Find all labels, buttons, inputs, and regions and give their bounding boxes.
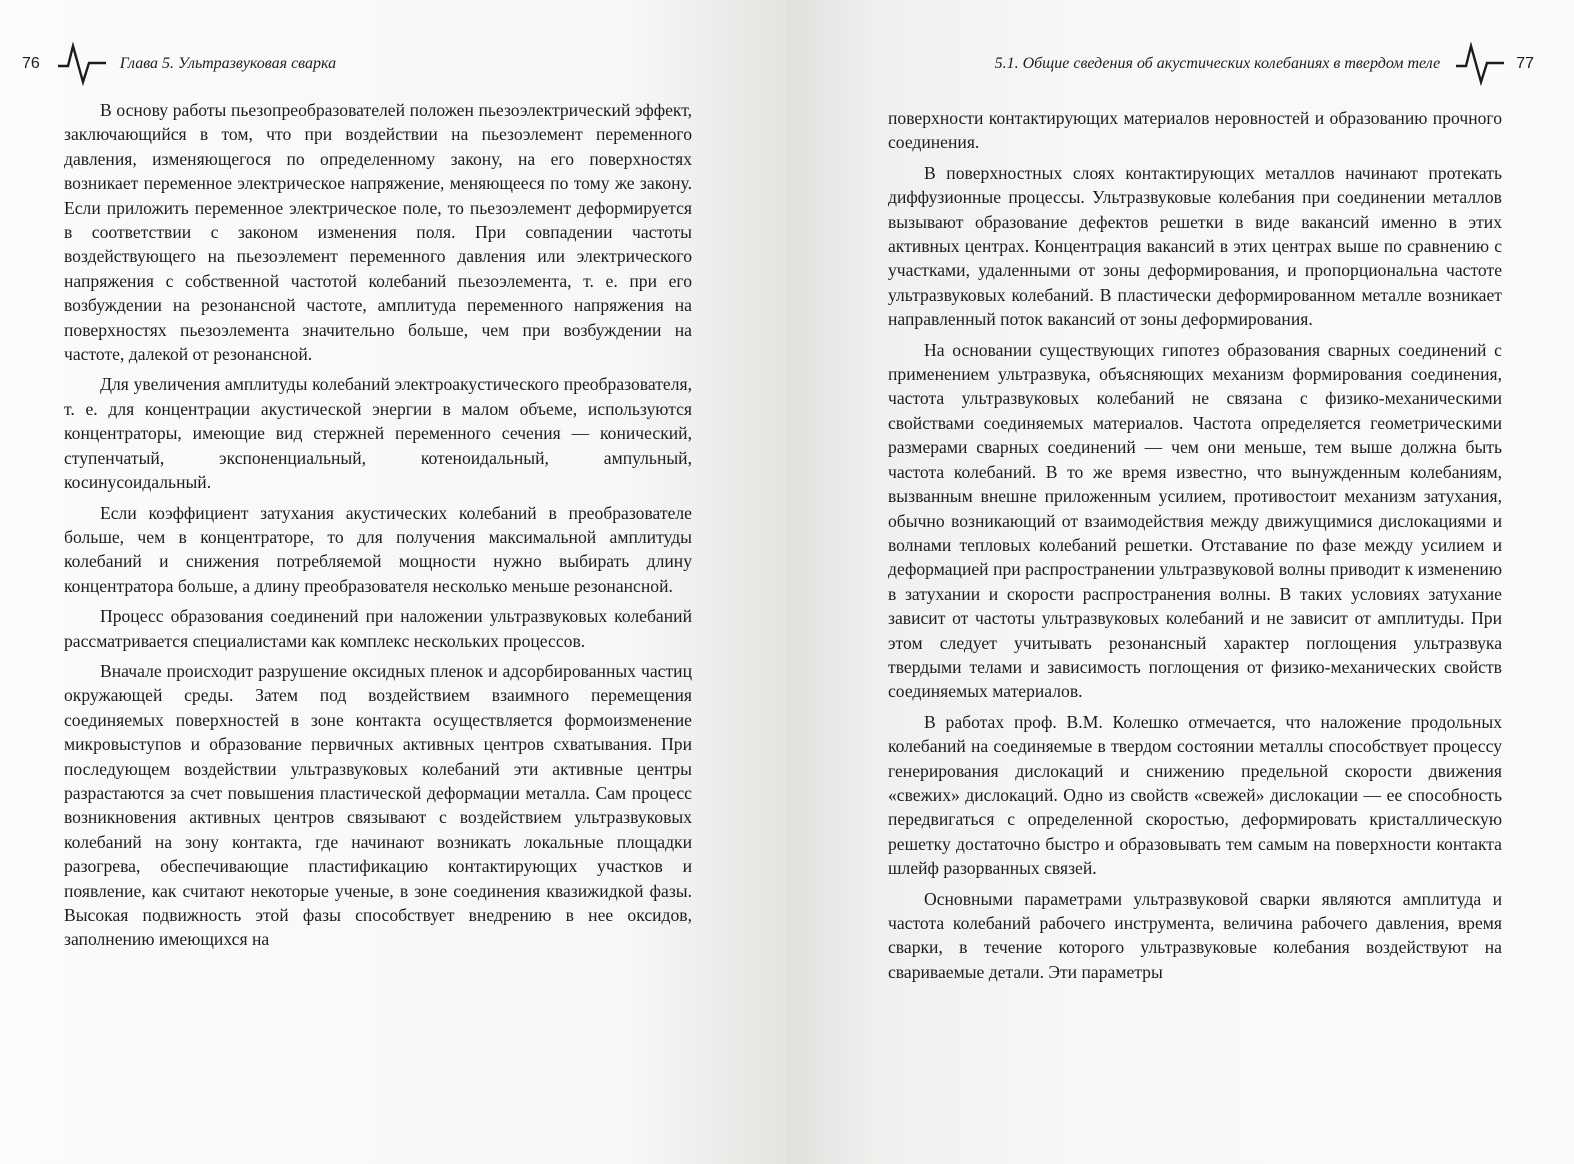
paragraph: Процесс образования соединений при наложении ультразвуковых колебаний рассматривается специалистами как комплекс нескольких процессов. (64, 606, 692, 651)
left-running-head-title: Глава 5. Ультразвуковая сварка (119, 55, 337, 72)
continuation-paragraph: поверхности контактирующих материалов неровностей и образованию прочного соединения. (888, 108, 1502, 153)
paragraph: Для увеличения амплитуды колебаний электроакустического преобразователя, т. е. для концентрации акустической энергии в малом объеме, используются концентраторы, имеющие вид стержней переменного сечения — конический, ступенчатый, экспоненциальный, котеноидальный, ампульный, косинусоидальный. (64, 374, 692, 493)
right-body-text (888, 106, 1502, 984)
left-body-text (64, 98, 692, 952)
paragraph: Если коэффициент затухания акустических колебаний в преобразователе больше, чем в концентраторе, то для получения максимальной амплитуды колебаний и снижения потребляемой мощности нужно выбирать длину концентратора больше, а длину преобразователя несколько меньше резонансной. (64, 502, 692, 596)
right-running-head (995, 42, 1534, 86)
pulse-icon (58, 42, 106, 86)
left-page-number: 76 (22, 55, 40, 72)
paragraph: Вначале происходит разрушение оксидных пленок и адсорбированных частиц окружающей среды. Затем под воздействием взаимного перемещения соединяемых поверхностей в зоне контакта осуществляется формоизменение микровыступов и образование первичных активных центров схватывания. При последующем воздействии ультразвуковых колебаний эти активные центры разрастаются за счет повышения пластической деформации металла. Сам процесс возникновения активных центров связывают с воздействием ультразвуковых колебаний на зону контакта, где начинают возникать локальные площадки разогрева, обеспечивающие пластификацию контактирующих участков и появление, как считают некоторые ученые, в зоне соединения квазижидкой фазы. Высокая подвижность этой фазы способствует внедрению в нее оксидов, заполнению имеющихся на (64, 660, 692, 950)
paragraph: В поверхностных слоях контактирующих металлов начинают протекать диффузионные процессы. Ультразвуковые колебания при соединении металлов вызывают образование дефектов решетки в виде вакансий именно в этих активных центрах. Концентрация вакансий в этих центрах выше по сравнению с участками, удаленными от зоны деформирования, и пропорциональна частоте ультразвуковых колебаний. В пластически деформированном металле возникает направленный поток вакансий от зоны деформирования. (888, 162, 1502, 330)
right-running-head-title: 5.1. Общие сведения об акустических колебаниях в твердом теле (994, 55, 1441, 72)
pulse-icon (1456, 42, 1504, 86)
paragraph: На основании существующих гипотез образования сварных соединений с применением ультразвука, объясняющих механизм формирования соединения, частота ультразвуковых колебаний не связана с физико-механическими свойствами соединяемых материалов. Частота определяется геометрическими размерами сварных соединений — чем они меньше, тем выше должна быть частота колебаний. В то же время известно, что вынужденным колебаниям, вызванным внешне приложенным усилием, противостоит механизм затухания, обычно возникающий от взаимодействия между движущимися дислокациями и волнами тепловых колебаний решетки. Отставание по фазе между усилием и деформацией при распространении ультразвуковой волны приводит к изменению в затухании и скорости распространения волны. В таких условиях затухание зависит от частоты ультразвуковых колебаний и не зависит от амплитуды. При этом следует учитывать резонансный характер поглощения ультразвука твердыми телами и зависимость поглощения от физико-механических свойств соединяемых материалов. (888, 339, 1502, 702)
right-page-number: 77 (1516, 55, 1534, 72)
paragraph: Основными параметрами ультразвуковой сварки являются амплитуда и частота колебаний рабочего инструмента, величина рабочего давления, время сварки, в течение которого ультразвуковые колебания воздействуют на свариваемые детали. Эти параметры (888, 888, 1502, 982)
paragraph: В основу работы пьезопреобразователей положен пьезоэлектрический эффект, заключающийся в том, что при воздействии на пьезоэлемент переменного давления, изменяющегося по определенному закону, на его поверхностях возникает переменное электрическое напряжение, меняющееся по тому же закону. Если приложить переменное электрическое поле, то пьезоэлемент деформируется в соответствии с законом изменения поля. При совпадении частоты воздействующего на пьезоэлемент переменного давления или электрического напряжения с собственной частотой колебаний пьезоэлемента, т. е. при его возбуждении на резонансной частоте, амплитуда переменного напряжения на поверхностях пьезоэлемента значительно больше, чем при возбуждении на частоте, далекой от резонансной. (64, 100, 692, 365)
paragraph: В работах проф. В.М. Колешко отмечается, что наложение продольных колебаний на соединяемые в твердом состоянии металлы способствует процессу генерирования дислокаций и снижению предельной скорости движения «свежих» дислокаций. Одно из свойств «свежей» дислокации — ее способность передвигаться с определенной скоростью, деформировать кристаллическую решетку достаточно быстро и образовывать тем самым на поверхности контакта шлейф разорванных связей. (888, 711, 1502, 879)
left-running-head (22, 42, 336, 86)
